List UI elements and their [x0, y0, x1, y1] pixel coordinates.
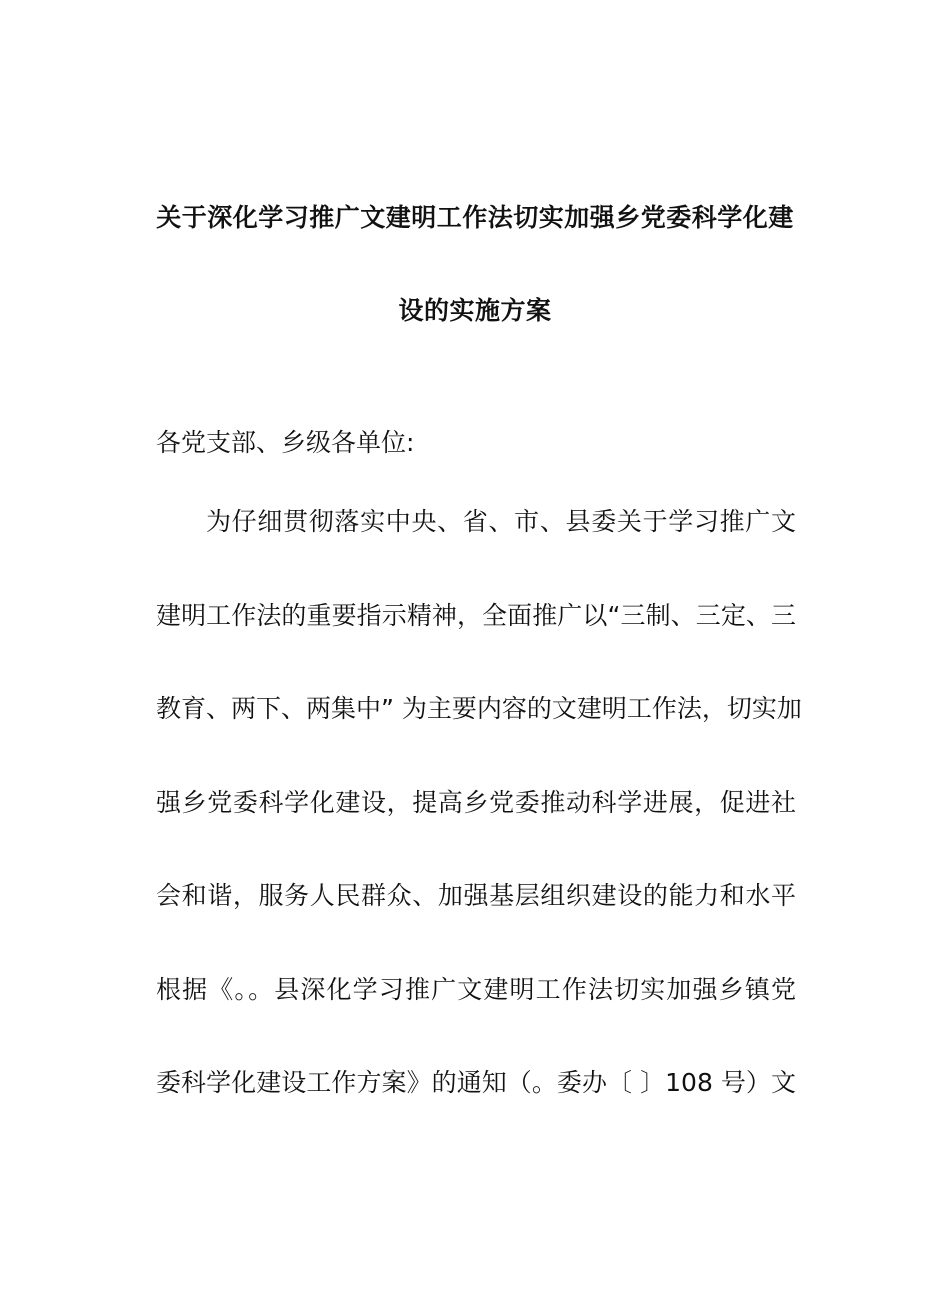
body-line-7: 委科学化建设工作方案》的通知（。委办〔 〕108 号）文	[156, 1068, 796, 1097]
body-line-3: 教育、两下、两集中” 为主要内容的文建明工作法，切实加	[156, 694, 802, 723]
body-line-6: 根据《。。县深化学习推广文建明工作法切实加强乡镇党	[156, 975, 796, 1004]
document-title-line-2: 设的实施方案	[398, 296, 552, 325]
body-line-4: 强乡党委科学化建设，提高乡党委推动科学进展，促进社	[156, 788, 796, 817]
salutation: 各党支部、乡级各单位:	[156, 428, 415, 457]
body-line-1: 为仔细贯彻落实中央、省、市、县委关于学习推广文	[206, 507, 796, 536]
body-line-5: 会和谐，服务人民群众、加强基层组织建设的能力和水平	[156, 881, 796, 910]
body-line-2: 建明工作法的重要指示精神，全面推广以“三制、三定、三	[156, 601, 796, 630]
document-title-line-1: 关于深化学习推广文建明工作法切实加强乡党委科学化建	[156, 203, 794, 232]
